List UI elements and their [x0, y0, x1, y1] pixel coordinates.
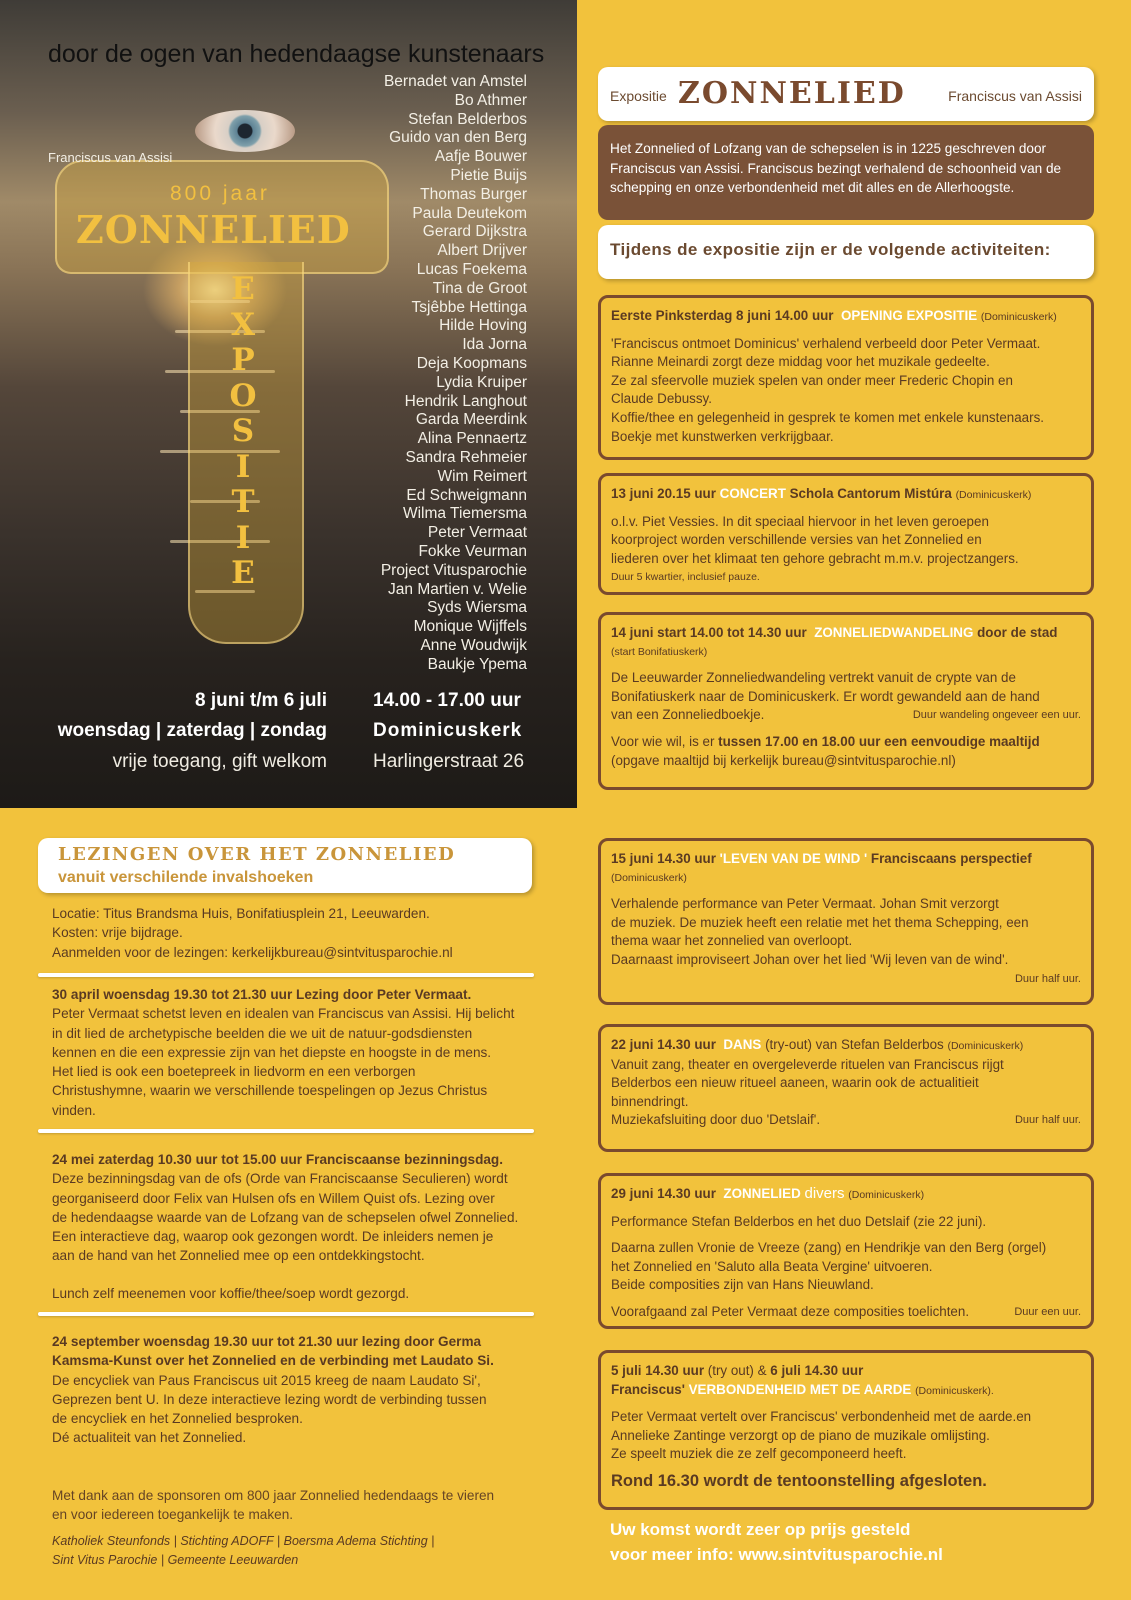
eye-image — [195, 110, 295, 152]
divider — [38, 973, 534, 977]
header-box — [598, 67, 1094, 121]
poster-title: ZONNELIED — [76, 207, 351, 252]
intro-text: Het Zonnelied of Lofzang van de schepselen is in 1225 geschreven door Franciscus van Assisi. Franciscus bezingt verhalend de schoonheid van de schepping en onze verbondenheid met dit alles en de Allerhoogste. — [610, 141, 1062, 195]
poster-entry: vrije toegang, gift welkom — [112, 751, 327, 772]
poster-800-jaar: 800 jaar — [170, 182, 270, 205]
poster-expositie-vertical: E X P O S I T I E — [229, 271, 257, 591]
header-subtitle: Franciscus van Assisi — [948, 88, 1082, 104]
activities-heading: Tijdens de expositie zijn er de volgende activiteiten: — [610, 240, 1051, 259]
event-wandeling: 14 juni start 14.00 tot 14.30 uur ZONNELIEDWANDELING door de stad (start Bonifatiuskerk) De Leeuwarder Zonneliedwandeling vertrekt vanuit de crypte van de Bonifatiuskerk naar de Dominicuskerk. Er wordt gewandeld aan de hand van een Zonneliedboekje. Duur wandeling ongeveer een uur. Voor wie wil, is er tussen 17.00 en 18.00 uur een eenvoudige maaltijd (opgave maaltijd bij kerkelijk bureau@sintvitusparochie.nl) — [598, 612, 1094, 790]
artist-list: Bernadet van Amstel Bo Athmer Stefan Belderbos Guido van den Berg Aafje Bouwer Pietie Buijs Thomas Burger Paula Deutekom Gerard Dijkstra Albert Drijver Lucas Foekema Tina de Groot Tsjêbbe Hettinga Hilde Hoving Ida Jorna Deja Koopmans Lydia Kruiper Hendrik Langhout Garda Meerdink Alina Pennaertz Sandra Rehmeier Wim Reimert Ed Schweigmann Wilma Tiemersma Peter Vermaat Fokke Veurman Project Vitusparochie Jan Martien v. Welie Syds Wiersma Monique Wijffels Anne Woudwijk Baukje Ypema — [380, 73, 527, 673]
event-dans: 22 juni 14.30 uur DANS (try-out) van Stefan Belderbos (Dominicuskerk) Vanuit zang, theater en overgeleverde rituelen van Franciscus rijgt Belderbos een nieuw ritueel aaneen, waarin ook de actualitieit binnendringt. Muziekafsluiting door duo 'Detslaif'. Duur half uur. — [598, 1024, 1094, 1152]
header-expositie: Expositie — [610, 88, 667, 104]
divider — [38, 1129, 534, 1133]
poster — [0, 0, 577, 808]
header-title: ZONNELIED — [678, 76, 906, 111]
footer-info: voor meer info: www.sintvitusparochie.nl — [610, 1545, 943, 1564]
poster-headline: door de ogen van hedendaagse kunstenaars — [48, 40, 545, 68]
lezingen-title: LEZINGEN OVER HET ZONNELIED — [58, 844, 456, 865]
event-verbondenheid: 5 juli 14.30 uur (try out) & 6 juli 14.30 uur Franciscus' VERBONDENHEID MET DE AARDE (Dominicuskerk). Peter Vermaat vertelt over Franciscus' verbondenheid met de aarde.en Annelieke Zantinge verzorgt op de piano de muzikale omlijsting. Ze speelt muziek die ze zelf gecomponeerd heeft. Rond 16.30 wordt de tentoonstelling afgesloten. — [598, 1350, 1094, 1510]
intro-box — [598, 125, 1094, 220]
lezingen-subtitle: vanuit verschilende invalshoeken — [58, 869, 314, 886]
lezingen-info: Locatie: Titus Brandsma Huis, Bonifatiusplein 21, Leeuwarden. Kosten: vrije bijdrage. Aanmelden voor de lezingen: kerkelijkbureau@sintvitusparochie.nl — [52, 906, 453, 960]
event-concert: 13 juni 20.15 uur CONCERT Schola Cantorum Mistúra (Dominicuskerk) o.l.v. Piet Vessies. In dit speciaal hiervoor in het leven geroepen koorproject worden verschillende versies van het Zonnelied en liederen over het klimaat ten gehore gebracht m.m.v. projectzangers. Duur 5 kwartier, inclusief pauze. — [598, 473, 1094, 595]
activities-heading-box — [598, 225, 1094, 279]
lezingen-heading-box — [38, 838, 532, 893]
poster-venue: Dominicuskerk — [373, 720, 523, 741]
sponsor-list: Katholiek Steunfonds | Stichting ADOFF | Boersma Adema Stichting | Sint Vitus Parochie | Gemeente Leeuwarden — [52, 1534, 435, 1567]
footer-thanks: Uw komst wordt zeer op prijs gesteld — [610, 1520, 911, 1539]
poster-time: 14.00 - 17.00 uur — [373, 690, 521, 711]
event-zonnelied-divers: 29 juni 14.30 uur ZONNELIED divers (Dominicuskerk) Performance Stefan Belderbos en het duo Detslaif (zie 22 juni). Daarna zullen Vronie de Vreeze (zang) en Hendrikje van den Berg (orgel) het Zonnelied en 'Saluto alla Beata Vergine' uitvoeren. Beide composities zijn van Hans Nieuwland. Voorafgaand zal Peter Vermaat deze composities toelichten. Duur een uur. — [598, 1173, 1094, 1329]
poster-franciscus: Franciscus van Assisi — [48, 150, 173, 165]
poster-address: Harlingerstraat 26 — [373, 751, 525, 772]
lezing-1: 30 april woensdag 19.30 tot 21.30 uur Lezing door Peter Vermaat. Peter Vermaat schetst leven en idealen van Franciscus van Assisi. Hij belicht in dit lied de archetypische beelden die we uit de natuur-godsdiensten kennen en die een expressie zijn van het diepste en hoogste in de mens. Het lied is ook een boetepreek in liedvorm en een verborgen Christushymne, waarin we verschillende toespelingen op Jezus Christus vinden. — [52, 987, 515, 1118]
divider — [38, 1312, 534, 1316]
lezing-2: 24 mei zaterdag 10.30 uur tot 15.00 uur Franciscaanse bezinningsdag. Deze bezinningsdag van de ofs (Orde van Franciscaanse Seculieren) wordt georganiseerd door Felix van Hulsen ofs en Willem Quist ofs. Lezing over de hedendaagse waarde van de Lofzang van de schepselen ofwel Zonnelied. Een interactieve dag, waarop ook gezongen wordt. De inleiders nemen je aan de hand van het Zonnelied mee op een ontdekkingstocht. Lunch zelf meenemen voor koffie/thee/soep wordt gezorgd. — [52, 1152, 519, 1301]
poster-days: woensdag | zaterdag | zondag — [57, 720, 327, 741]
sponsor-thanks: Met dank aan de sponsoren om 800 jaar Zonnelied hedendaags te vieren en voor iedereen toegankelijk te maken. — [52, 1488, 495, 1523]
event-leven-van-de-wind: 15 juni 14.30 uur 'LEVEN VAN DE WIND ' Franciscaans perspectief (Dominicuskerk) Verhalende performance van Peter Vermaat. Johan Smit verzorgt de muziek. De muziek heeft een relatie met het thema Schepping, een thema waar het zonnelied van overloopt. Daarnaast improviseert Johan over het lied 'Wij leven van de wind'. Duur half uur. — [598, 838, 1094, 1005]
poster-dates: 8 juni t/m 6 juli — [195, 690, 327, 711]
event-opening: Eerste Pinksterdag 8 juni 14.00 uur OPENING EXPOSITIE (Dominicuskerk) 'Franciscus ontmoet Dominicus' verhalend verbeeld door Peter Vermaat. Rianne Meinardi zorgt deze middag voor het muzikale gedeelte. Ze zal sfeervolle muziek spelen van onder meer Frederic Chopin en Claude Debussy. Koffie/thee en gelegenheid in gesprek te komen met enkele kunstenaars. Boekje met kunstwerken verkrijgbaar. — [598, 295, 1094, 460]
lezing-3: 24 september woensdag 19.30 uur tot 21.30 uur lezing door Germa Kamsma-Kunst over het Zonnelied en de verbinding met Laudato Si. De encycliek van Paus Franciscus uit 2015 kreeg de naam Laudato Si', Geprezen bent U. In deze interactieve lezing wordt de verbinding tussen de encycliek en het Zonnelied besproken. Dé actualiteit van het Zonnelied. — [52, 1334, 494, 1446]
